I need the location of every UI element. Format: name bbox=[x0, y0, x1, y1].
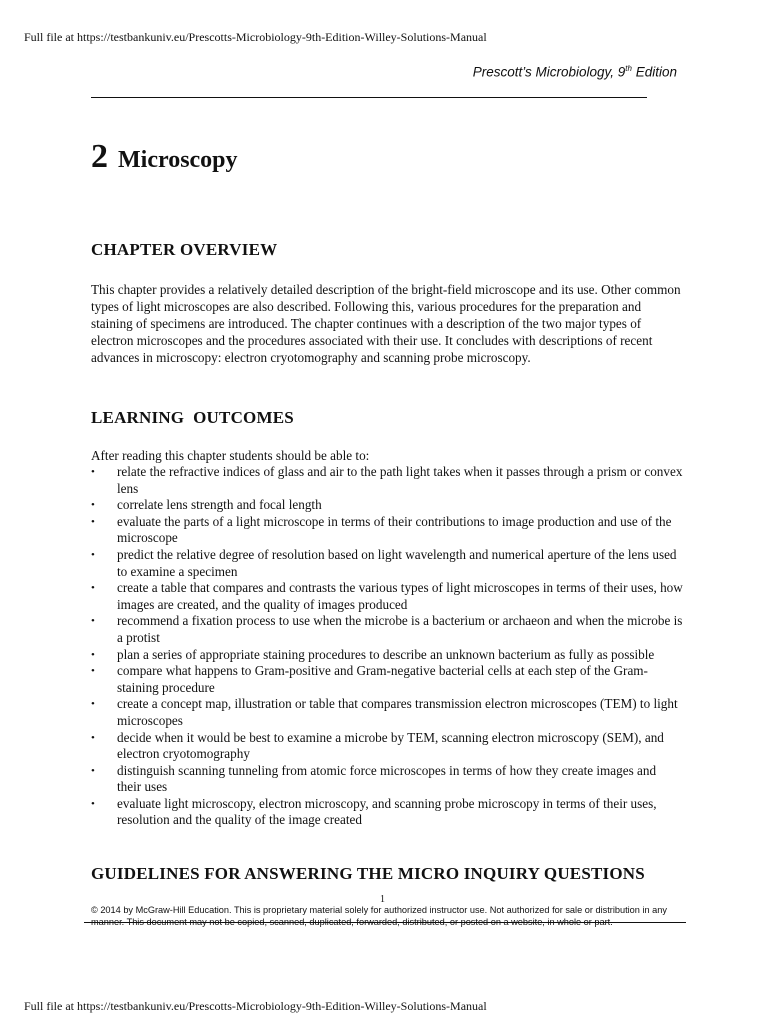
running-header-title: Prescott’s Microbiology, 9 bbox=[472, 64, 626, 80]
bullet-icon: • bbox=[91, 582, 95, 595]
source-link-top[interactable]: Full file at https://testbankuniv.eu/Prescotts-Microbiology-9th-Edition-Willey-Solutions-Manual bbox=[24, 30, 487, 44]
bullet-icon: • bbox=[91, 615, 95, 628]
bullet-icon: • bbox=[91, 548, 95, 561]
list-item bbox=[91, 464, 683, 497]
list-item bbox=[91, 613, 683, 646]
bullet-icon: • bbox=[91, 731, 95, 744]
list-item-text: relate the refractive indices of glass and air to the path light takes when it passes through a prism or convex lens bbox=[117, 464, 683, 496]
list-item bbox=[91, 497, 683, 514]
bullet-icon: • bbox=[91, 466, 95, 478]
bullet-icon: • bbox=[91, 764, 95, 777]
copyright-notice: © 2014 by McGraw-Hill Education. This is proprietary material solely for authorized instructor use. Not authorized for sale or distribution in any manner. This document may not be copied, scanned, duplicated, forwarded, distributed, or posted on a website, in whole or part. bbox=[91, 905, 667, 927]
chapter-overview-text: This chapter provides a relatively detailed description of the bright-field microscope and its use. Other common types of light microscopes are also described. Following this, various procedures for the preparation and staining of specimens are introduced. The chapter continues with a description of the two major types of electron microscopes and the procedures associated with their use. It concludes with descriptions of recent advances in microscopy: electron cryotomography and scanning probe microscopy. bbox=[91, 282, 681, 365]
header-divider bbox=[91, 97, 647, 98]
list-item bbox=[91, 514, 683, 547]
list-item bbox=[91, 647, 683, 664]
list-item-text: compare what happens to Gram-positive and Gram-negative bacterial cells at each step of the Gram-staining procedure bbox=[117, 663, 648, 695]
bullet-icon: • bbox=[91, 797, 95, 810]
list-item-text: evaluate light microscopy, electron microscopy, and scanning probe microscopy in terms of their uses, resolution and the quality of the image created bbox=[117, 795, 657, 828]
running-header-superscript: th bbox=[625, 64, 632, 73]
running-header bbox=[473, 64, 677, 80]
learning-outcomes-intro: After reading this chapter students should be able to: bbox=[91, 448, 370, 463]
list-item-text: create a table that compares and contrasts the various types of light microscopes in terms of their uses, how images are created, and the quality of images produced bbox=[117, 580, 683, 612]
footer-divider bbox=[84, 922, 686, 923]
bullet-icon: • bbox=[91, 698, 95, 711]
page-number: 1 bbox=[380, 894, 385, 905]
bullet-icon: • bbox=[91, 515, 95, 528]
chapter-name: Microscopy bbox=[118, 147, 238, 173]
learning-outcomes-list bbox=[91, 464, 683, 829]
list-item-text: predict the relative degree of resolution based on light wavelength and numerical aperture of the lens used to examine a specimen bbox=[117, 546, 677, 579]
list-item-text: distinguish scanning tunneling from atomic force microscopes in terms of how they create images and their uses bbox=[117, 762, 657, 795]
running-header-suffix: Edition bbox=[631, 64, 677, 80]
guidelines-heading: GUIDELINES FOR ANSWERING THE MICRO INQUIRY QUESTIONS bbox=[91, 864, 645, 883]
bullet-icon: • bbox=[91, 648, 95, 661]
list-item-text: evaluate the parts of a light microscope in terms of their contributions to image production and use of the microscope bbox=[117, 513, 672, 546]
chapter-title bbox=[91, 138, 238, 176]
bullet-icon: • bbox=[91, 665, 95, 678]
list-item-text: decide when it would be best to examine a microbe by TEM, scanning electron microscopy (SEM), and electron cryotomography bbox=[117, 729, 664, 762]
source-link-bottom[interactable]: Full file at https://testbankuniv.eu/Prescotts-Microbiology-9th-Edition-Willey-Solutions-Manual bbox=[24, 999, 487, 1013]
bullet-icon: • bbox=[91, 499, 95, 512]
list-item-text: recommend a fixation process to use when the microbe is a bacterium or archaeon and when the microbe is a protist bbox=[117, 613, 683, 645]
list-item bbox=[91, 547, 683, 580]
list-item-text: plan a series of appropriate staining procedures to describe an unknown bacterium as fully as possible bbox=[117, 646, 655, 662]
list-item bbox=[91, 796, 683, 829]
list-item bbox=[91, 696, 683, 729]
chapter-overview-heading: CHAPTER OVERVIEW bbox=[91, 240, 278, 259]
learning-outcomes-heading: LEARNING OUTCOMES bbox=[91, 408, 294, 427]
list-item bbox=[91, 763, 683, 796]
list-item bbox=[91, 663, 683, 696]
chapter-number: 2 bbox=[91, 138, 108, 175]
list-item bbox=[91, 580, 683, 613]
list-item bbox=[91, 730, 683, 763]
list-item-text: correlate lens strength and focal length bbox=[117, 497, 322, 513]
list-item-text: create a concept map, illustration or table that compares transmission electron microscopes (TEM) to light microscopes bbox=[117, 696, 678, 728]
